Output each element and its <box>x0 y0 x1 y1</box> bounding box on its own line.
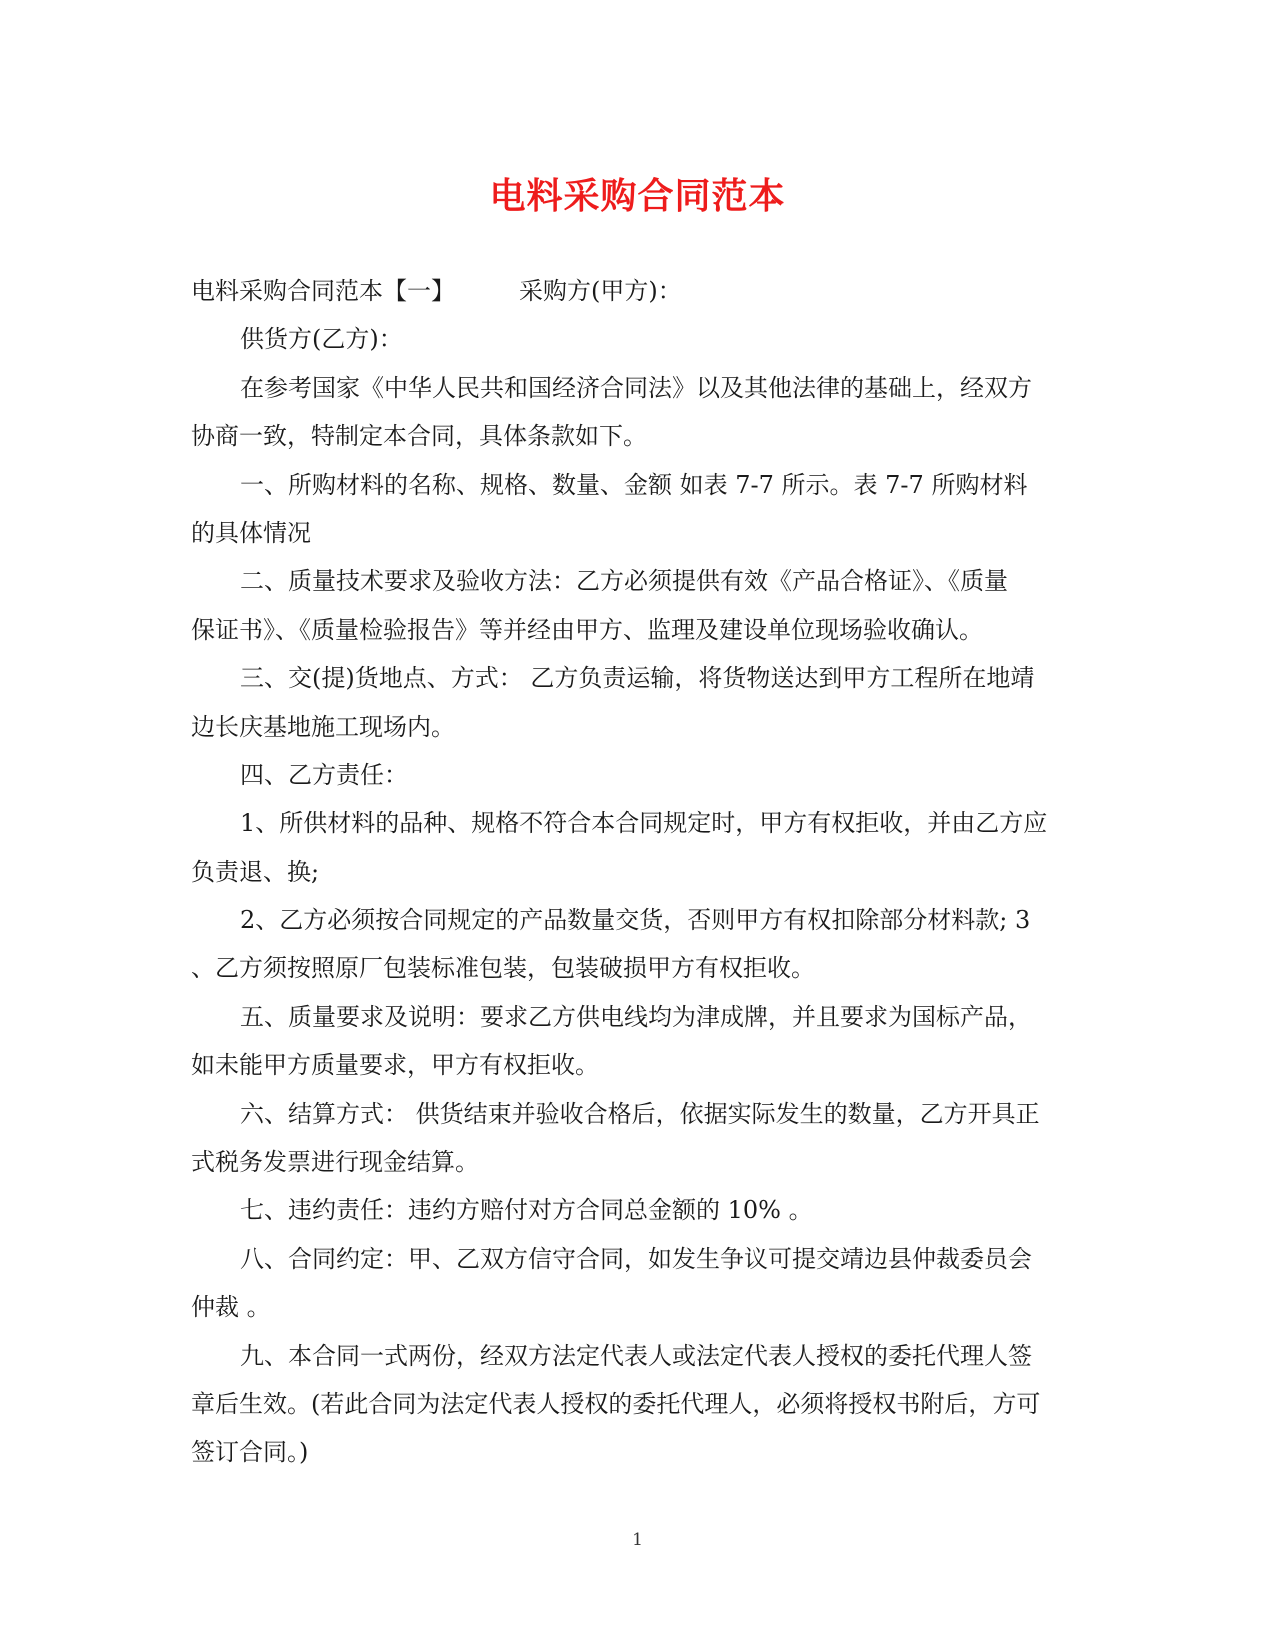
header-line <box>191 267 1086 315</box>
paragraph-line: 供货方(乙方)： <box>240 325 403 354</box>
paragraph-line: 一、所购材料的名称、规格、数量、金额 如表 7-7 所示。表 7-7 所购材料 <box>240 470 1028 499</box>
paragraph-line: 2、乙方必须按合同规定的产品数量交货，否则甲方有权扣除部分材料款; 3 <box>240 906 1031 935</box>
paragraph-line: 仲裁 。 <box>191 1293 271 1322</box>
paragraph-line: 的具体情况 <box>191 518 311 547</box>
paragraph-line: 负责退、换; <box>191 857 320 886</box>
page-number: 1 <box>632 1530 643 1550</box>
document-title: 电料采购合同范本 <box>489 175 786 217</box>
paragraph-line: 签订合同。) <box>191 1438 309 1467</box>
buyer-label: 采购方(甲方)： <box>519 277 682 305</box>
paragraph-line: 协商一致，特制定本合同，具体条款如下。 <box>191 422 647 451</box>
paragraph-line: 七、违约责任：违约方赔付对方合同总金额的 10% 。 <box>240 1196 813 1225</box>
paragraph-line: 二、质量技术要求及验收方法：乙方必须提供有效《产品合格证》、《质量 <box>240 567 1008 596</box>
paragraph-line: 、乙方须按照原厂包装标准包装，包装破损甲方有权拒收。 <box>191 954 815 983</box>
paragraph-line: 四、乙方责任： <box>240 760 408 789</box>
paragraph-line: 章后生效。(若此合同为法定代表人授权的委托代理人，必须将授权书附后，方可 <box>191 1389 1041 1418</box>
paragraph-line: 边长庆基地施工现场内。 <box>191 712 455 741</box>
paragraph-line: 在参考国家《中华人民共和国经济合同法》以及其他法律的基础上，经双方 <box>240 373 1032 402</box>
paragraph-line: 三、交(提)货地点、方式： 乙方负责运输，将货物送达到甲方工程所在地靖 <box>240 664 1035 693</box>
paragraph-line: 八、合同约定：甲、乙双方信守合同，如发生争议可提交靖边县仲裁委员会 <box>240 1244 1032 1273</box>
paragraph-line: 如未能甲方质量要求，甲方有权拒收。 <box>191 1051 599 1080</box>
paragraph-line: 保证书》、《质量检验报告》等并经由甲方、监理及建设单位现场验收确认。 <box>191 615 983 644</box>
paragraph-line: 1、所供材料的品种、规格不符合本合同规定时，甲方有权拒收，并由乙方应 <box>240 809 1048 838</box>
document-body <box>191 267 1086 1477</box>
paragraph-line: 五、质量要求及说明：要求乙方供电线均为津成牌，并且要求为国标产品， <box>240 1002 1032 1031</box>
paragraph-line: 式税务发票进行现金结算。 <box>191 1148 479 1177</box>
paragraph-line: 九、本合同一式两份，经双方法定代表人或法定代表人授权的委托代理人签 <box>240 1341 1032 1370</box>
paragraph-line: 六、结算方式： 供货结束并验收合格后，依据实际发生的数量，乙方开具正 <box>240 1099 1040 1128</box>
section-heading: 电料采购合同范本【一】 <box>191 277 455 305</box>
